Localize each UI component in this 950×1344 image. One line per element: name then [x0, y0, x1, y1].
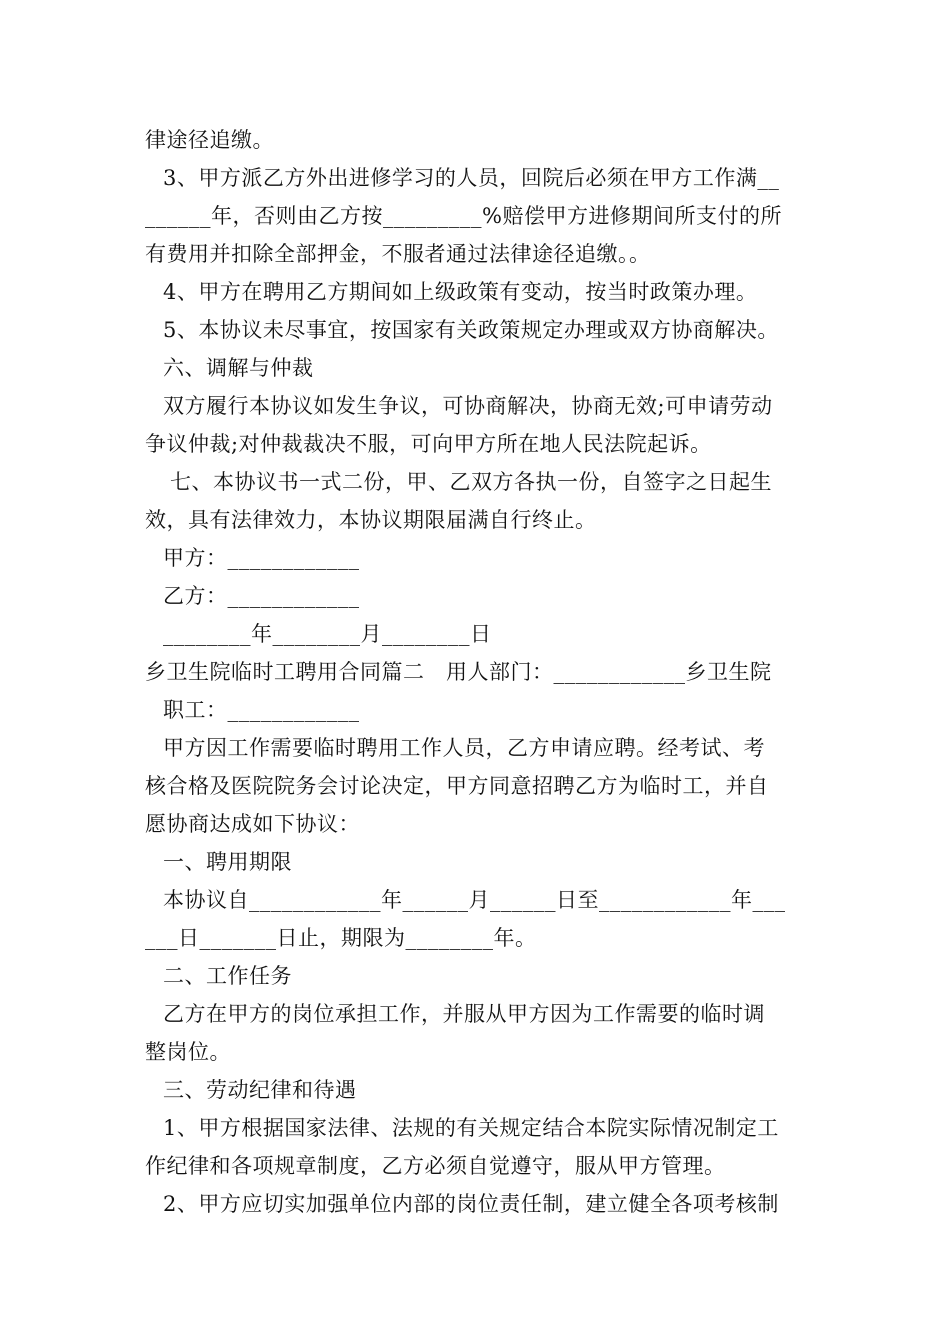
section-heading: 一、聘用期限: [163, 850, 292, 874]
section-heading: 三、劳动纪律和待遇: [163, 1078, 357, 1102]
text-line: 5、本协议未尽事宜，按国家有关政策规定办理或双方协商解决。: [163, 318, 779, 342]
text-line: 整岗位。: [145, 1040, 231, 1064]
text-line: 2、甲方应切实加强单位内部的岗位责任制，建立健全各项考核制: [163, 1192, 779, 1216]
employee-line: 职工：____________: [163, 698, 360, 722]
text-line: 1、甲方根据国家法律、法规的有关规定结合本院实际情况制定工: [163, 1116, 779, 1140]
text-line: ___日_______日止，期限为________年。: [145, 926, 537, 950]
text-line: 有费用并扣除全部押金，不服者通过法律途径追缴。。: [145, 242, 651, 266]
signature-party-a: 甲方：____________: [163, 546, 360, 570]
text-line: 乙方在甲方的岗位承担工作，并服从甲方因为工作需要的临时调: [163, 1002, 765, 1026]
text-line: ______年，否则由乙方按_________%赔偿甲方进修期间所支付的所: [145, 204, 782, 228]
text-line: 愿协商达成如下协议：: [145, 812, 360, 836]
text-line: 核合格及医院院务会讨论决定，甲方同意招聘乙方为临时工，并自: [145, 774, 769, 798]
section-heading: 六、调解与仲裁: [163, 356, 314, 380]
text-line: 律途径追缴。: [145, 128, 274, 152]
text-line: 甲方因工作需要临时聘用工作人员，乙方申请应聘。经考试、考: [163, 736, 765, 760]
text-line: 4、甲方在聘用乙方期间如上级政策有变动，按当时政策办理。: [163, 280, 758, 304]
text-line: 本协议自____________年______月______日至____________年___: [163, 888, 786, 912]
text-line: 双方履行本协议如发生争议，可协商解决，协商无效;可申请劳动: [163, 394, 773, 418]
text-line: 争议仲裁;对仲裁裁决不服，可向甲方所在地人民法院起诉。: [145, 432, 712, 456]
text-line: 效，具有法律效力，本协议期限届满自行终止。: [145, 508, 597, 532]
text-line: 作纪律和各项规章制度，乙方必须自觉遵守，服从甲方管理。: [145, 1154, 726, 1178]
contract-title-line: 乡卫生院临时工聘用合同篇二 用人部门：____________乡卫生院: [145, 660, 772, 684]
signature-party-b: 乙方：____________: [163, 584, 360, 608]
text-line: 七、本协议书一式二份，甲、乙双方各执一份，自签字之日起生: [170, 470, 772, 494]
signature-date: ________年________月________日: [163, 622, 492, 646]
section-heading: 二、工作任务: [163, 964, 292, 988]
text-line: 3、甲方派乙方外出进修学习的人员，回院后必须在甲方工作满__: [163, 166, 780, 190]
